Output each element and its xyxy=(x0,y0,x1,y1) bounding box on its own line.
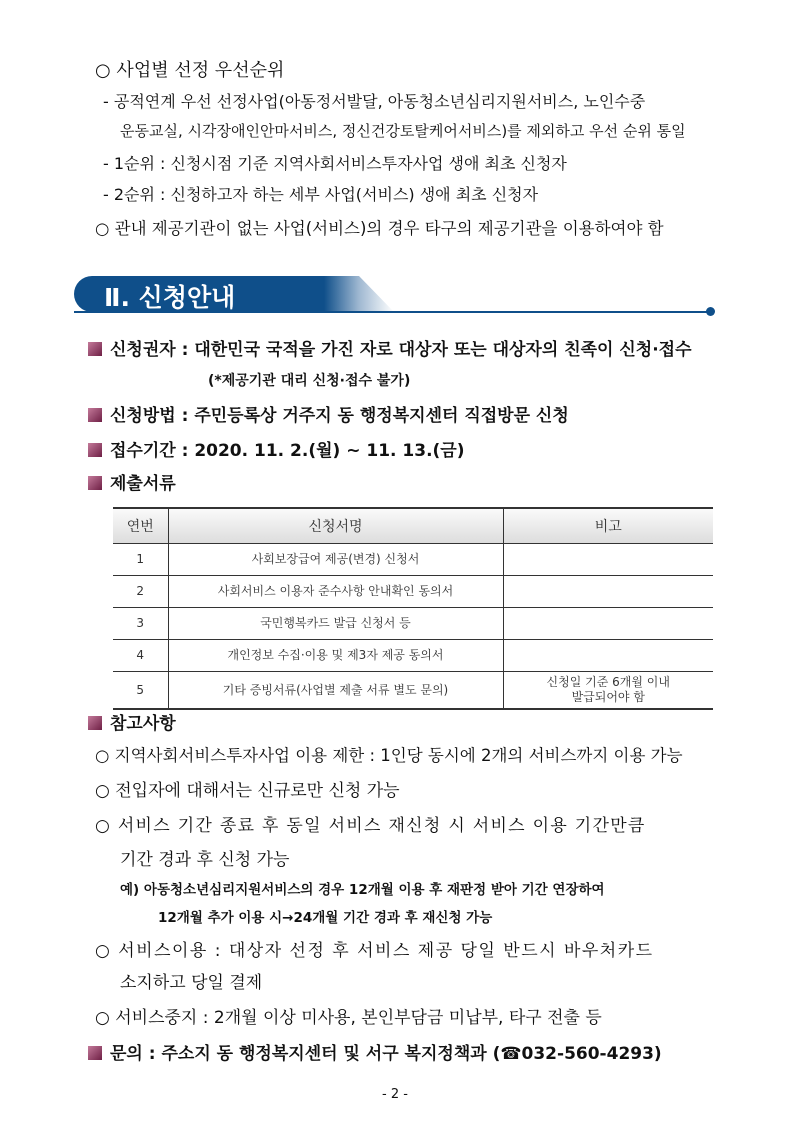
cell-form: 사회서비스 이용자 준수사항 안내확인 동의서 xyxy=(168,576,503,608)
note-item-cont: 소지하고 당일 결제 xyxy=(120,973,263,993)
cell-no: 3 xyxy=(113,608,168,640)
priority-heading: ○ 사업별 선정 우선순위 xyxy=(95,60,285,81)
priority-rank-1: - 1순위 : 신청시점 기준 지역사회서비스투자사업 생애 최초 신청자 xyxy=(103,154,567,173)
cell-remark xyxy=(503,544,713,576)
contact-text: 문의 : 주소지 동 행정복지센터 및 서구 복지정책과 (☎032-560-4293) xyxy=(110,1044,662,1064)
cell-remark: 신청일 기준 6개월 이내 발급되어야 함 xyxy=(503,672,713,710)
square-bullet-icon xyxy=(88,716,102,730)
applicant-line xyxy=(88,335,692,360)
example-line: 12개월 추가 이용 시→24개월 기간 경과 후 재신청 가능 xyxy=(158,910,493,926)
square-bullet-icon xyxy=(88,342,102,356)
notes-title: 참고사항 xyxy=(110,714,176,734)
cell-form: 국민행복카드 발급 신청서 등 xyxy=(168,608,503,640)
period-line xyxy=(88,436,465,461)
square-bullet-icon xyxy=(88,476,102,490)
method-line xyxy=(88,401,569,426)
note-item: ○ 서비스중지 : 2개월 이상 미사용, 본인부담금 미납부, 타구 전출 등 xyxy=(95,1008,602,1028)
col-header-remark: 비고 xyxy=(503,508,713,544)
provider-note: ○ 관내 제공기관이 없는 사업(서비스)의 경우 타구의 제공기관을 이용하여야 함 xyxy=(95,219,664,238)
applicant-note: (*제공기관 대리 신청·접수 불가) xyxy=(208,373,411,389)
cell-no: 4 xyxy=(113,640,168,672)
notes-heading xyxy=(88,709,176,734)
note-item: ○ 서비스이용 : 대상자 선정 후 서비스 제공 당일 반드시 바우처카드 xyxy=(95,941,654,961)
documents-table xyxy=(113,507,713,710)
square-bullet-icon xyxy=(88,1046,102,1060)
col-header-no: 연번 xyxy=(113,508,168,544)
table-row xyxy=(113,544,713,576)
table-row xyxy=(113,672,713,710)
priority-line: - 공적연계 우선 선정사업(아동정서발달, 아동청소년심리지원서비스, 노인수중 xyxy=(103,92,646,111)
priority-rank-2: - 2순위 : 신청하고자 하는 세부 사업(서비스) 생애 최초 신청자 xyxy=(103,185,539,204)
cell-form: 사회보장급여 제공(변경) 신청서 xyxy=(168,544,503,576)
table-row xyxy=(113,576,713,608)
note-item: ○ 지역사회서비스투자사업 이용 제한 : 1인당 동시에 2개의 서비스까지 이용 가능 xyxy=(95,746,683,765)
method-text: 신청방법 : 주민등록상 거주지 동 행정복지센터 직접방문 신청 xyxy=(110,406,569,426)
note-item: ○ 서비스 기간 종료 후 동일 서비스 재신청 시 서비스 이용 기간만큼 xyxy=(95,816,646,836)
docs-heading xyxy=(88,469,176,494)
col-header-form: 신청서명 xyxy=(168,508,503,544)
cell-no: 5 xyxy=(113,672,168,710)
cell-remark xyxy=(503,576,713,608)
cell-no: 1 xyxy=(113,544,168,576)
period-text: 접수기간 : 2020. 11. 2.(월) ~ 11. 13.(금) xyxy=(110,441,465,461)
section-title: Ⅱ. 신청안내 xyxy=(104,283,236,312)
section-banner xyxy=(74,276,714,316)
banner-dot-icon xyxy=(706,307,715,316)
contact-line xyxy=(88,1039,662,1064)
cell-no: 2 xyxy=(113,576,168,608)
docs-text: 제출서류 xyxy=(110,474,176,494)
priority-line: 운동교실, 시각장애인안마서비스, 정신건강토탈케어서비스)를 제외하고 우선 순위 통일 xyxy=(120,122,686,140)
cell-form: 기타 증빙서류(사업별 제출 서류 별도 문의) xyxy=(168,672,503,710)
square-bullet-icon xyxy=(88,443,102,457)
page-number: - 2 - xyxy=(382,1087,408,1102)
note-item-cont: 기간 경과 후 신청 가능 xyxy=(120,850,290,870)
note-item: ○ 전입자에 대해서는 신규로만 신청 가능 xyxy=(95,781,400,801)
applicant-text: 신청권자 : 대한민국 국적을 가진 자로 대상자 또는 대상자의 친족이 신청·접수 xyxy=(110,340,692,360)
cell-remark xyxy=(503,608,713,640)
square-bullet-icon xyxy=(88,408,102,422)
cell-remark xyxy=(503,640,713,672)
cell-form: 개인정보 수집·이용 및 제3자 제공 동의서 xyxy=(168,640,503,672)
example-line: 예) 아동청소년심리지원서비스의 경우 12개월 이용 후 재판정 받아 기간 연장하여 xyxy=(120,882,605,898)
table-row xyxy=(113,608,713,640)
table-row xyxy=(113,640,713,672)
